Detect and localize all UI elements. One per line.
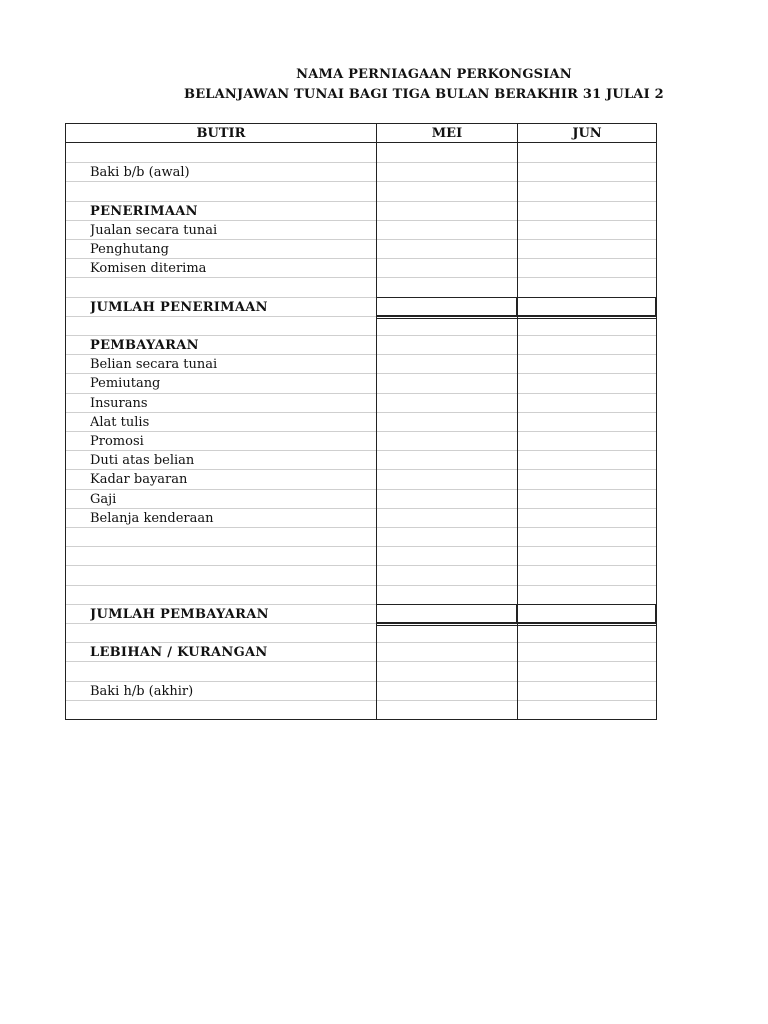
cell-jun[interactable] bbox=[518, 394, 656, 413]
cell-mei[interactable] bbox=[377, 586, 517, 605]
cell-jun[interactable] bbox=[518, 528, 656, 547]
cell-mei[interactable] bbox=[377, 432, 517, 451]
double-underline-mei bbox=[376, 316, 517, 319]
cell-jun[interactable] bbox=[518, 374, 656, 393]
cell-mei[interactable] bbox=[377, 278, 517, 297]
table-row bbox=[66, 661, 656, 680]
row-label: Pemiutang bbox=[90, 376, 161, 392]
cell-mei[interactable] bbox=[377, 336, 517, 355]
cell-jun[interactable] bbox=[518, 317, 656, 336]
row-label: Kadar bayaran bbox=[90, 472, 188, 488]
table-row bbox=[66, 335, 656, 354]
table-row bbox=[66, 565, 656, 584]
cell-jun[interactable] bbox=[518, 643, 656, 662]
table-row bbox=[66, 181, 656, 200]
cell-jun[interactable] bbox=[518, 355, 656, 374]
table-row bbox=[66, 546, 656, 565]
table-row bbox=[66, 220, 656, 239]
row-label: Jualan secara tunai bbox=[90, 222, 218, 238]
row-label bbox=[90, 547, 374, 566]
cell-mei[interactable] bbox=[377, 682, 517, 701]
cell-mei[interactable] bbox=[377, 470, 517, 489]
row-label bbox=[90, 566, 374, 585]
cell-mei[interactable] bbox=[377, 413, 517, 432]
row-label: JUMLAH PEMBAYARAN bbox=[90, 606, 269, 622]
cell-mei[interactable] bbox=[377, 355, 517, 374]
table-row bbox=[66, 316, 656, 335]
row-label bbox=[90, 182, 374, 201]
cell-jun[interactable] bbox=[518, 143, 656, 162]
cell-mei[interactable] bbox=[377, 490, 517, 509]
cell-jun[interactable] bbox=[518, 701, 656, 720]
table-row bbox=[66, 623, 656, 642]
table-row bbox=[66, 354, 656, 373]
total-box-jun bbox=[517, 297, 656, 316]
total-box-mei bbox=[376, 604, 517, 623]
row-label: Belian secara tunai bbox=[90, 357, 218, 373]
table-row bbox=[66, 143, 656, 162]
cell-mei[interactable] bbox=[377, 701, 517, 720]
row-label: Komisen diterima bbox=[90, 261, 207, 277]
row-label bbox=[90, 662, 374, 681]
row-label: Promosi bbox=[90, 434, 144, 449]
cell-mei[interactable] bbox=[377, 547, 517, 566]
row-label: Baki h/b (akhir) bbox=[90, 683, 194, 699]
row-label bbox=[90, 528, 374, 547]
cell-mei[interactable] bbox=[377, 143, 517, 162]
row-label bbox=[90, 624, 374, 643]
cash-budget-table bbox=[65, 123, 657, 720]
cell-jun[interactable] bbox=[518, 278, 656, 297]
cell-jun[interactable] bbox=[518, 470, 656, 489]
row-label: Duti atas belian bbox=[90, 453, 195, 469]
cell-mei[interactable] bbox=[377, 317, 517, 336]
total-box-jun bbox=[517, 604, 656, 623]
row-label bbox=[90, 143, 374, 162]
table-row bbox=[66, 373, 656, 392]
row-label bbox=[90, 586, 374, 605]
table-header-row bbox=[66, 124, 656, 143]
cell-mei[interactable] bbox=[377, 662, 517, 681]
cell-jun[interactable] bbox=[518, 586, 656, 605]
table-row bbox=[66, 412, 656, 431]
cell-jun[interactable] bbox=[518, 259, 656, 278]
cell-jun[interactable] bbox=[518, 682, 656, 701]
cell-jun[interactable] bbox=[518, 202, 656, 221]
column-divider-mei bbox=[376, 124, 377, 719]
cell-jun[interactable] bbox=[518, 163, 656, 182]
cell-jun[interactable] bbox=[518, 413, 656, 432]
row-label bbox=[90, 317, 374, 336]
column-divider-jun bbox=[517, 124, 518, 719]
table-row bbox=[66, 393, 656, 412]
row-label: Alat tulis bbox=[90, 414, 150, 430]
cell-jun[interactable] bbox=[518, 509, 656, 528]
cell-mei[interactable] bbox=[377, 566, 517, 585]
row-label: Baki b/b (awal) bbox=[90, 165, 190, 181]
row-label: LEBIHAN / KURANGAN bbox=[90, 645, 268, 661]
cell-jun[interactable] bbox=[518, 451, 656, 470]
table-row bbox=[66, 239, 656, 258]
cell-jun[interactable] bbox=[518, 221, 656, 240]
row-label: JUMLAH PENERIMAAN bbox=[90, 299, 268, 315]
table-row bbox=[66, 258, 656, 277]
cell-mei[interactable] bbox=[377, 451, 517, 470]
cell-jun[interactable] bbox=[518, 662, 656, 681]
cell-mei[interactable] bbox=[377, 509, 517, 528]
row-label: Penghutang bbox=[90, 242, 169, 257]
table-row bbox=[66, 277, 656, 296]
row-label bbox=[90, 278, 374, 297]
row-label: Insurans bbox=[90, 395, 148, 411]
table-row bbox=[66, 508, 656, 527]
cell-jun[interactable] bbox=[518, 624, 656, 643]
cell-jun[interactable] bbox=[518, 240, 656, 259]
cell-mei[interactable] bbox=[377, 182, 517, 201]
cell-mei[interactable] bbox=[377, 374, 517, 393]
table-row bbox=[66, 489, 656, 508]
double-underline-jun bbox=[517, 623, 656, 626]
document-subtitle: BELANJAWAN TUNAI BAGI TIGA BULAN BERAKHIR 31 JULAI 2 bbox=[184, 87, 664, 102]
cell-jun[interactable] bbox=[518, 566, 656, 585]
cell-jun[interactable] bbox=[518, 336, 656, 355]
cell-mei[interactable] bbox=[377, 394, 517, 413]
table-row bbox=[66, 201, 656, 220]
cell-mei[interactable] bbox=[377, 163, 517, 182]
cell-mei[interactable] bbox=[377, 202, 517, 221]
table-row bbox=[66, 162, 656, 181]
cell-mei[interactable] bbox=[377, 528, 517, 547]
table-row bbox=[66, 527, 656, 546]
double-underline-mei bbox=[376, 623, 517, 626]
column-header-jun: JUN bbox=[572, 126, 602, 141]
column-header-mei: MEI bbox=[431, 126, 463, 141]
row-label: Belanja kenderaan bbox=[90, 510, 214, 526]
cell-mei[interactable] bbox=[377, 643, 517, 662]
cell-mei[interactable] bbox=[377, 259, 517, 278]
table-row bbox=[66, 431, 656, 450]
cell-jun[interactable] bbox=[518, 432, 656, 451]
cell-mei[interactable] bbox=[377, 240, 517, 259]
cell-jun[interactable] bbox=[518, 547, 656, 566]
row-label: PENERIMAAN bbox=[90, 203, 198, 219]
table-row bbox=[66, 681, 656, 700]
table-row bbox=[66, 700, 656, 719]
column-header-butir: BUTIR bbox=[196, 126, 246, 141]
double-underline-jun bbox=[517, 316, 656, 319]
cell-mei[interactable] bbox=[377, 221, 517, 240]
table-row bbox=[66, 450, 656, 469]
cell-jun[interactable] bbox=[518, 490, 656, 509]
table-row bbox=[66, 585, 656, 604]
table-row bbox=[66, 642, 656, 661]
row-label bbox=[90, 701, 374, 720]
cell-jun[interactable] bbox=[518, 182, 656, 201]
row-label: PEMBAYARAN bbox=[90, 338, 199, 353]
total-box-mei bbox=[376, 297, 517, 316]
cell-mei[interactable] bbox=[377, 624, 517, 643]
row-label: Gaji bbox=[90, 491, 117, 507]
document-title: NAMA PERNIAGAAN PERKONGSIAN bbox=[296, 67, 572, 82]
table-row bbox=[66, 469, 656, 488]
